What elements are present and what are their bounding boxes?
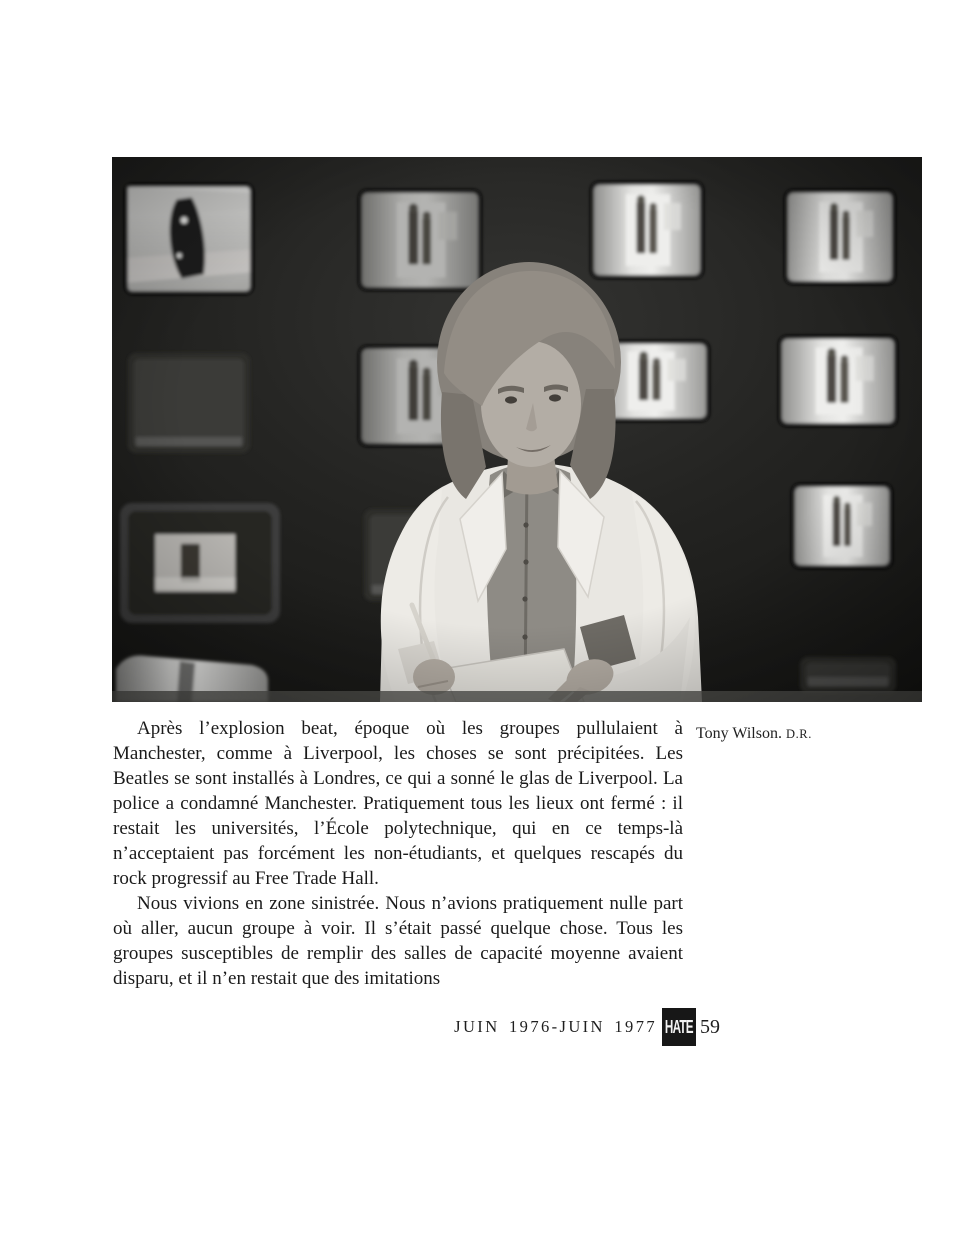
issue-date: JUIN 1976-JUIN 1977	[454, 1017, 657, 1036]
photo-illustration	[112, 157, 922, 702]
page-footer	[454, 1007, 720, 1047]
paragraph: Après l’explosion beat, époque où les groupes pullulaient à Manchester, comme à Liverpool, les choses se sont précipitées. Les Beatles se sont installés à Londres, ce qui a sonné le glas de Liverpool. La police a condamné Manchester. Pratiquement tous les lieux ont fermé : il restait les universités, l’École polytechnique, qui en ce temps-là n’acceptaient pas forcément les non-étudiants, et quelques rescapés du rock progressif au Free Trade Hall.	[113, 718, 683, 889]
caption-credit: D.R.	[785, 727, 812, 741]
photo	[112, 157, 922, 702]
page-number: 59	[700, 1015, 720, 1038]
paragraph: Nous vivions en zone sinistrée. Nous n’avions pratiquement nulle part où aller, aucun groupe à voir. Il s’était passé quelque chose. Tous les groupes susceptibles de remplir des salles de capacité moyenne avaient disparu, et il n’en restait que des imitations	[113, 893, 683, 989]
caption-name: Tony Wilson.	[696, 725, 782, 742]
hate-logo-text: HATE	[665, 1016, 693, 1038]
photo-caption	[696, 723, 896, 745]
article-text	[113, 716, 683, 991]
vignette	[112, 157, 922, 702]
hate-logo	[662, 1008, 696, 1046]
